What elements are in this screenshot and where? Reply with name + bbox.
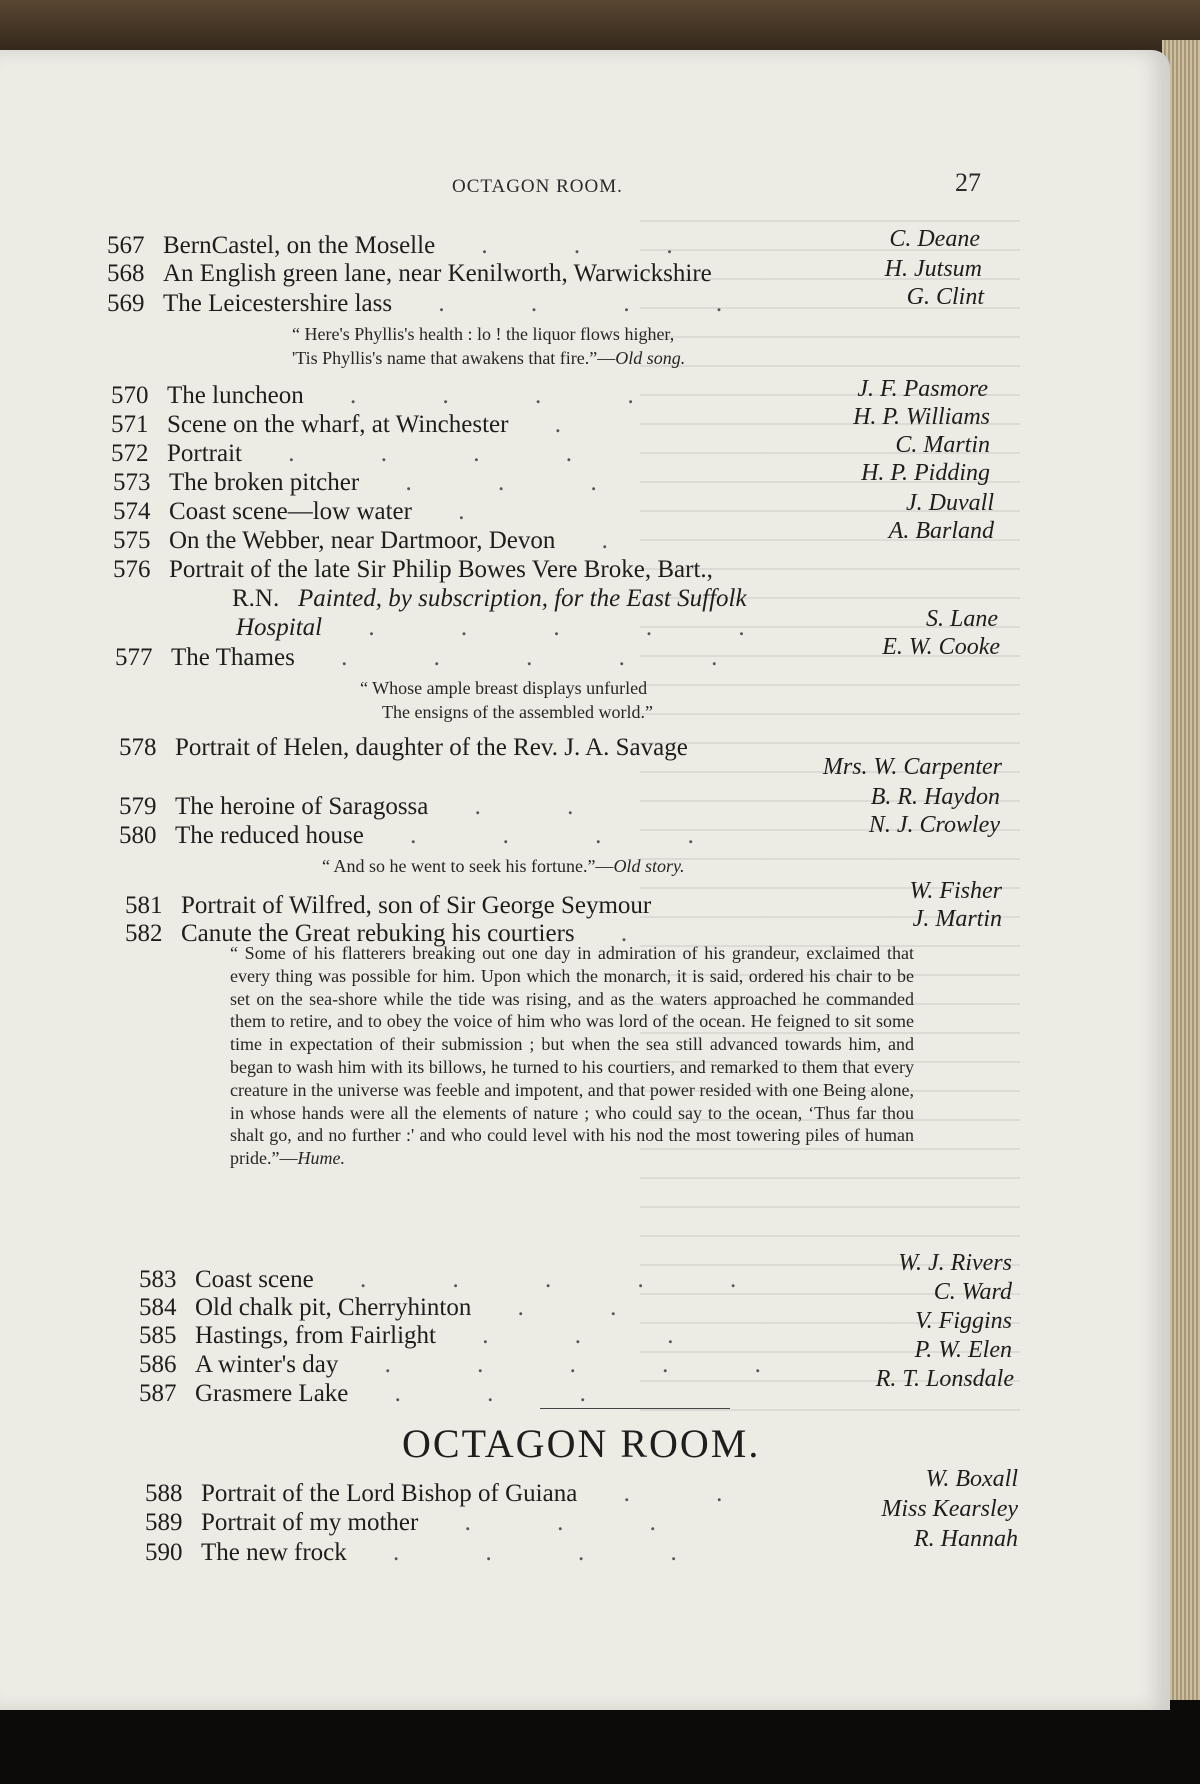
catalogue-entry-570: 570 The luncheon . . . .: [111, 382, 674, 409]
entry-number: 583: [139, 1266, 177, 1293]
catalogue-entry-588: 588 Portrait of the Lord Bishop of Guiana . .: [145, 1480, 763, 1507]
entry-number: 572: [111, 440, 149, 467]
catalogue-entry-579: 579 The heroine of Saragossa . .: [119, 793, 614, 820]
catalogue-entry-583: 583 Coast scene . . . . .: [139, 1266, 777, 1293]
catalogue-entry-568: [107, 260, 712, 288]
quote-577-line1: “ Whose ample breast displays unfurled: [360, 678, 648, 698]
entry-artist-579: B. R. Haydon: [870, 784, 1000, 810]
catalogue-entry-585: 585 Hastings, from Fairlight . . .: [139, 1322, 714, 1349]
entry-artist-586: P. W. Elen: [914, 1337, 1012, 1363]
entry-number: 581: [125, 892, 163, 919]
entry-number: 575: [113, 527, 151, 554]
entry-title: Scene on the wharf, at Winchester: [167, 411, 509, 438]
entry-title: Coast scene—low water: [169, 498, 412, 525]
entry-title: The heroine of Saragossa: [175, 793, 429, 820]
running-header: OCTAGON ROOM.: [452, 176, 623, 197]
entry-title: Hastings, from Fairlight: [195, 1322, 436, 1349]
entry-artist-573: H. P. Pidding: [861, 460, 990, 486]
entry-artist-580: N. J. Crowley: [868, 812, 1000, 838]
catalogue-entry-582: 582 Canute the Great rebuking his courtiers .: [125, 920, 668, 947]
catalogue-entry-575: 575 On the Webber, near Dartmoor, Devon .: [113, 527, 648, 554]
catalogue-entry-569: 569 The Leicestershire lass . . . .: [107, 290, 763, 317]
entry-artist-569: G. Clint: [906, 284, 984, 310]
quote-source: Old story.: [613, 856, 685, 876]
catalogue-entry-574: 574 Coast scene—low water .: [113, 498, 505, 525]
entry-number: 586: [139, 1351, 177, 1378]
entry-artist-568: H. Jutsum: [884, 256, 982, 282]
entry-number: 587: [139, 1380, 177, 1407]
entry-number: 567: [107, 232, 145, 259]
catalogue-entry-576: [113, 556, 713, 584]
entry-title: Old chalk pit, Cherryhinton: [195, 1294, 472, 1321]
entry-number: 588: [145, 1480, 183, 1507]
entry-title: Portrait of Helen, daughter of the Rev. J. A. Savage: [175, 734, 688, 761]
catalogue-entry-587: 587 Grasmere Lake . . .: [139, 1380, 626, 1407]
entry-number: 570: [111, 382, 149, 409]
entry-number: 590: [145, 1539, 183, 1566]
entry-title: The new frock: [201, 1539, 347, 1566]
quote-source: Hume.: [297, 1148, 345, 1169]
entry-artist-578: Mrs. W. Carpenter: [822, 754, 1002, 780]
entry-artist-585: V. Figgins: [915, 1308, 1012, 1334]
catalogue-entry-578: [119, 734, 688, 762]
entry-artist-583: W. J. Rivers: [898, 1250, 1012, 1276]
quote-source: Old song.: [615, 348, 686, 368]
entry-title: BernCastel, on the Moselle: [163, 232, 436, 259]
entry-title: A winter's day: [195, 1351, 339, 1378]
catalogue-entry-580: 580 The reduced house . . . .: [119, 822, 734, 849]
entry-number: 574: [113, 498, 151, 525]
entry-artist-576: S. Lane: [926, 606, 998, 632]
quote-582-paragraph: “ Some of his flatterers breaking out one day in admiration of his grandeur, exclaimed that every thing was possible for him. Upon which the monarch, it is said, ordered his chair to be set on the sea-shore while the tide was rising, and as the waters approached he commanded them to retire, and to obey the voice of him who was lord of the ocean. He feigned to sit some time in expectation of their submission ; but when the sea still advanced towards him, and began to wash him with its billows, he turned to his courtiers, and remarked to them that every creature in the universe was feeble and impotent, and that power resided with one Being alone, in whose hands were all the elements of nature ; who could say to the ocean, ‘Thus far thou shalt go, and no further :' and who could level with his nod the most towering piles of human pride.”—Hume.: [230, 943, 914, 1169]
entry-artist-567: C. Deane: [889, 226, 980, 252]
entry-title: Grasmere Lake: [195, 1380, 349, 1407]
entry-title: The reduced house: [175, 822, 364, 849]
entry-number: 573: [113, 469, 151, 496]
catalogue-entry-586: 586 A winter's day . . . . .: [139, 1351, 801, 1378]
entry-title: The Thames: [171, 644, 295, 671]
entry-artist-589: Miss Kearsley: [881, 1496, 1018, 1522]
entry-artist-587: R. T. Lonsdale: [875, 1366, 1014, 1392]
entry-title: The luncheon: [167, 382, 304, 409]
entry-note: Painted, by subscription, for the East Suffolk: [297, 585, 747, 612]
catalogue-entry-573: 573 The broken pitcher . . .: [113, 469, 637, 496]
entry-number: 585: [139, 1322, 177, 1349]
entry-number: 579: [119, 793, 157, 820]
entry-title: The broken pitcher: [169, 469, 360, 496]
entry-artist-572: C. Martin: [895, 432, 990, 458]
quote-569-line1: “ Here's Phyllis's health : lo ! the liquor flows higher,: [292, 324, 675, 344]
catalogue-entry-589: 589 Portrait of my mother . . .: [145, 1509, 696, 1536]
quote-580: “ And so he went to seek his fortune.”—Old story.: [322, 856, 685, 876]
entry-artist-574: J. Duvall: [906, 490, 994, 516]
entry-title: The Leicestershire lass: [163, 290, 393, 317]
entry-title: Portrait of the Lord Bishop of Guiana: [201, 1480, 578, 1507]
entry-number: 584: [139, 1294, 177, 1321]
entry-artist-588: W. Boxall: [925, 1466, 1018, 1492]
entry-number: 571: [111, 411, 149, 438]
entry-title: On the Webber, near Dartmoor, Devon: [169, 527, 556, 554]
entry-number: 578: [119, 734, 157, 761]
entry-artist-590: R. Hannah: [914, 1526, 1018, 1552]
catalogue-entry-581: [125, 892, 651, 920]
entry-number: 576: [113, 556, 151, 583]
entry-title: Portrait: [167, 440, 242, 467]
entry-artist-584: C. Ward: [933, 1279, 1012, 1305]
catalogue-entry-567: 567 BernCastel, on the Moselle . . .: [107, 232, 713, 259]
entry-artist-570: J. F. Pasmore: [857, 376, 988, 402]
entry-artist-571: H. P. Williams: [853, 404, 990, 430]
entry-title: Portrait of the late Sir Philip Bowes Vere Broke, Bart.,: [169, 556, 713, 583]
entry-number: 582: [125, 920, 163, 947]
entry-artist-575: A. Barland: [888, 518, 994, 544]
catalogue-entry-571: 571 Scene on the wharf, at Winchester .: [111, 411, 601, 438]
quote-577-line2: The ensigns of the assembled world.”: [382, 702, 653, 722]
entry-title: Portrait of my mother: [201, 1509, 419, 1536]
entry-artist-581: W. Fisher: [909, 878, 1002, 904]
page-number: 27: [955, 168, 981, 197]
section-divider: [540, 1408, 730, 1409]
entry-title: Coast scene: [195, 1266, 314, 1293]
entry-artist-577: E. W. Cooke: [882, 634, 1000, 660]
entry-576-line3: Hospital . . . . .: [236, 614, 785, 641]
entry-title: An English green lane, near Kenilworth, Warwickshire: [163, 260, 712, 287]
entry-number: 577: [115, 644, 153, 671]
entry-artist-582: J. Martin: [912, 906, 1002, 932]
entry-number: 589: [145, 1509, 183, 1536]
catalogue-entry-584: 584 Old chalk pit, Cherryhinton . .: [139, 1294, 657, 1321]
catalogue-entry-572: 572 Portrait . . . .: [111, 440, 612, 467]
catalogue-entry-577: 577 The Thames . . . . .: [115, 644, 758, 671]
entry-number: 569: [107, 290, 145, 317]
catalogue-entry-590: 590 The new frock . . . .: [145, 1539, 717, 1566]
entry-number: 580: [119, 822, 157, 849]
entry-title: Canute the Great rebuking his courtiers: [181, 920, 575, 947]
entry-576-line2: R.N. Painted, by subscription, for the East Suffolk: [232, 585, 747, 612]
entry-title: Portrait of Wilfred, son of Sir George Seymour: [181, 892, 652, 919]
entry-number: 568: [107, 260, 145, 287]
quote-569-line2: 'Tis Phyllis's name that awakens that fire.”—Old song.: [292, 348, 686, 368]
section-title: OCTAGON ROOM.: [402, 1421, 761, 1466]
